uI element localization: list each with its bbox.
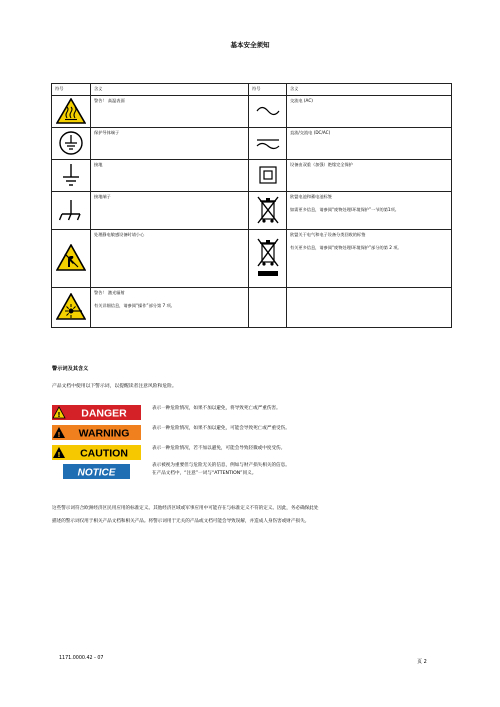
table-row <box>52 160 452 192</box>
meaning-cell <box>91 230 249 288</box>
column-header: 含义 <box>91 84 249 96</box>
table-row <box>52 230 452 288</box>
paragraph-line: 这些警示词符合欧洲经济区民用应用的标准定义。其他经济区域或军事应用中可能存在与标准定义不符的定义。因此，务必确保此处 <box>52 506 319 511</box>
column-header: 符号 <box>52 84 91 96</box>
symbol-cell <box>249 288 287 328</box>
warning-badge <box>52 425 141 440</box>
symbol-cell <box>52 160 91 192</box>
description-line: 表示被视为重要但与危险无关的信息，例如与财产损失相关的信息。 <box>152 463 290 468</box>
symbol-cell <box>52 288 91 328</box>
weee-bin-bar-icon <box>255 237 281 279</box>
esd-warning-icon <box>56 244 86 272</box>
dc-ac-current-icon <box>255 136 281 150</box>
caution-badge <box>52 445 141 460</box>
meaning-cell <box>91 128 249 160</box>
earth-ground-icon <box>61 162 81 188</box>
symbol-cell <box>52 128 91 160</box>
meaning-cell <box>91 192 249 230</box>
symbol-cell <box>249 128 287 160</box>
caution-label: CAUTION <box>80 447 128 460</box>
danger-label: DANGER <box>81 407 127 420</box>
symbol-cell <box>249 230 287 288</box>
danger-description <box>152 405 281 413</box>
table-row <box>52 192 452 230</box>
meaning-text: 接地 <box>94 162 103 167</box>
section-heading: 警示词及其含义 <box>52 366 89 372</box>
paragraph-line: 描述的警示词仅用于相关产品文档和相关产品。将警示词用于无关的产品或文档可能会导致误解，并造成人身伤害或财产损失。 <box>52 519 310 524</box>
warning-description <box>152 425 290 433</box>
caution-description <box>152 445 285 453</box>
meaning-text: 有关更多信息，请参阅“废物处理/环境保护”部分的第 2 项。 <box>290 245 402 250</box>
meaning-cell <box>287 160 452 192</box>
meaning-cell <box>91 96 249 128</box>
description-line: 表示一种危险情况，若不加以避免，可能会导致轻微或中度受伤。 <box>152 446 286 451</box>
meaning-cell <box>287 96 452 128</box>
description-line: 表示一种危险情况，如果不加以避免，将导致死亡或严重伤害。 <box>152 406 281 411</box>
table-header-row <box>52 84 452 96</box>
table-row <box>52 96 452 128</box>
hot-surface-warning-icon <box>56 98 86 124</box>
ac-current-icon <box>255 104 281 118</box>
meaning-cell <box>287 230 452 288</box>
chassis-terminal-icon <box>59 198 83 222</box>
column-header: 符号 <box>249 84 287 96</box>
meaning-cell <box>287 128 452 160</box>
danger-badge <box>52 405 141 420</box>
body-paragraph <box>52 502 452 528</box>
notice-description <box>152 462 290 478</box>
document-number: 1171.0000.42 - 07 <box>59 656 104 661</box>
protective-earth-icon <box>58 130 84 156</box>
meaning-text: 保护导体端子 <box>94 130 120 135</box>
description-line: 表示一种危险情况，如果不加以避免，可能会导致死亡或严重受伤。 <box>152 426 290 431</box>
symbol-cell <box>249 96 287 128</box>
warning-label: WARNING <box>78 427 130 440</box>
meaning-cell <box>91 288 249 328</box>
meaning-text: 欧盟电池和蓄电池标签 <box>290 194 332 199</box>
symbol-cell <box>52 230 91 288</box>
meaning-cell <box>287 288 452 328</box>
notice-label: NOTICE <box>77 467 116 479</box>
meaning-text: 设备由双重（加强）绝缘完全保护 <box>290 162 353 167</box>
table-row <box>52 128 452 160</box>
table-row <box>52 288 452 328</box>
symbol-table <box>51 83 452 328</box>
meaning-text: 欧盟关于电气和电子设备分类回收的标签 <box>290 232 366 237</box>
svg-text:!: ! <box>57 451 61 459</box>
symbol-cell <box>52 192 91 230</box>
column-header: 含义 <box>287 84 452 96</box>
notice-badge <box>63 464 130 479</box>
description-line: 在产品文档中，“注意”一词与“ATTENTION”同义。 <box>152 471 257 476</box>
weee-bin-icon <box>256 195 280 225</box>
svg-text:!: ! <box>57 431 61 439</box>
meaning-cell <box>287 192 452 230</box>
page-number: 页 2 <box>417 659 427 665</box>
page-title: 基本安全须知 <box>230 41 270 49</box>
meaning-cell <box>91 160 249 192</box>
meaning-text: 警告！ 高温表面 <box>94 98 125 103</box>
section-intro: 产品文档中使用以下警示词，以提醒读者注意风险和危险。 <box>52 384 177 389</box>
symbol-cell <box>249 160 287 192</box>
symbol-cell <box>249 192 287 230</box>
meaning-text: 有关详细信息，请参阅“操作”部分第 7 项。 <box>94 303 175 308</box>
laser-warning-icon <box>56 293 86 321</box>
meaning-text: 交流电 (AC) <box>290 98 313 103</box>
meaning-text: 直流/交流电 (DC/AC) <box>290 130 331 135</box>
svg-text:!: ! <box>57 411 61 419</box>
meaning-text: 接地端子 <box>94 194 111 199</box>
meaning-text: 警告！ 激光辐射 <box>94 290 125 295</box>
symbol-cell <box>52 96 91 128</box>
double-insulation-icon <box>259 166 277 184</box>
meaning-text: 处理静电敏感设备时请小心 <box>94 232 145 237</box>
meaning-text: 如需更多信息，请参阅“废物处理/环境保护”一节的第1项。 <box>290 207 399 212</box>
